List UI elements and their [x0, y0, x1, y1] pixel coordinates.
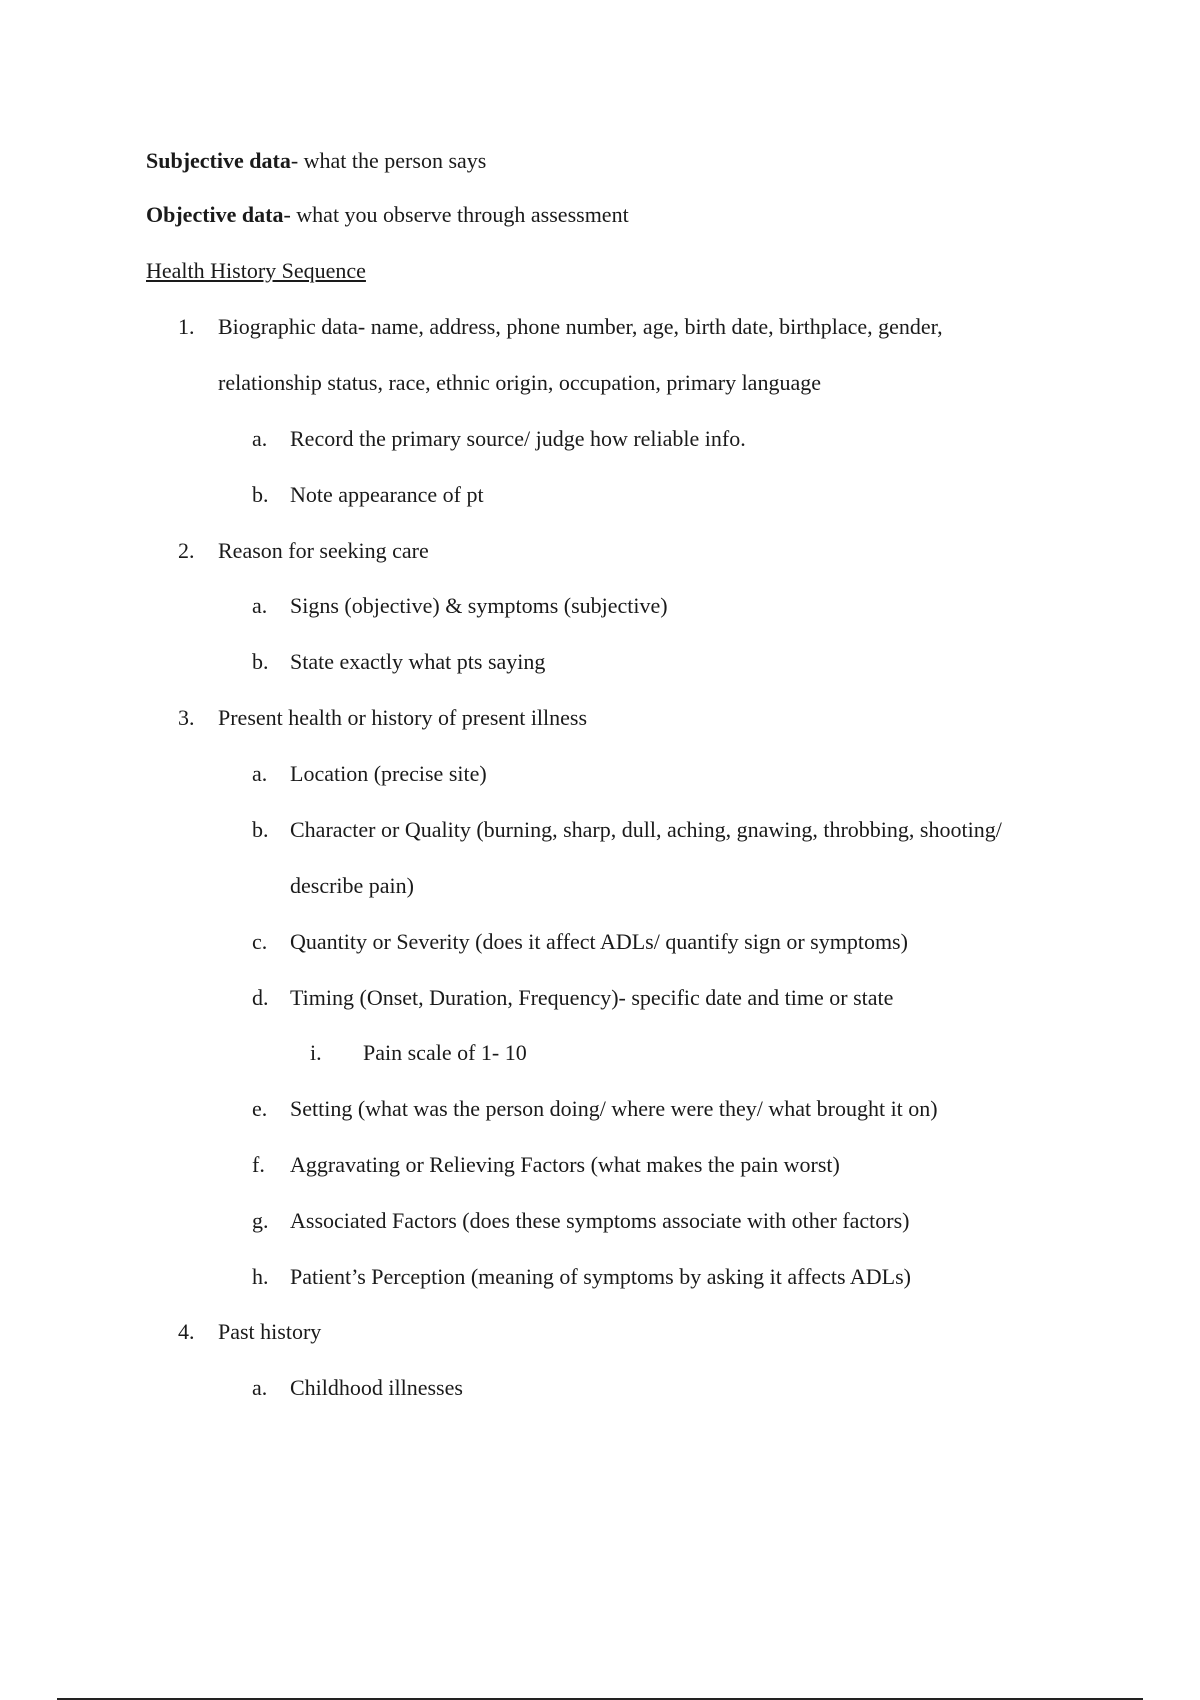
sublist-item-letter: f.	[252, 1152, 265, 1177]
sublist-item-letter: a.	[252, 426, 268, 451]
sublist-item-letter: b.	[252, 649, 269, 674]
list-item-text-continued: relationship status, race, ethnic origin, occupation, primary language	[218, 370, 821, 395]
objective-description: - what you observe through assessment	[283, 202, 629, 227]
list-item-text: Reason for seeking care	[218, 538, 429, 563]
sublist-item-text: Signs (objective) & symptoms (subjective)	[290, 593, 668, 618]
objective-definition	[146, 201, 629, 229]
sublist-item-text: State exactly what pts saying	[290, 649, 546, 674]
list-item-text: Biographic data- name, address, phone number, age, birth date, birthplace, gender,	[218, 314, 943, 339]
sublist-item-letter: e.	[252, 1096, 268, 1121]
subjective-definition	[146, 147, 486, 175]
sublist-item-letter: g.	[252, 1208, 269, 1233]
sublist-item-text: Childhood illnesses	[290, 1375, 463, 1400]
sublist-item-text: Setting (what was the person doing/ where were they/ what brought it on)	[290, 1096, 938, 1121]
sublist-item-text-continued: describe pain)	[290, 873, 414, 898]
roman-item-text: Pain scale of 1- 10	[363, 1040, 527, 1065]
list-item-text: Past history	[218, 1319, 322, 1344]
sublist-item-letter: b.	[252, 817, 269, 842]
objective-term: Objective data	[146, 202, 284, 227]
sublist-item-text: Associated Factors (does these symptoms associate with other factors)	[290, 1208, 910, 1233]
sublist-item-text: Aggravating or Relieving Factors (what makes the pain worst)	[290, 1152, 840, 1177]
sublist-item-letter: h.	[252, 1264, 269, 1289]
sublist-item-letter: d.	[252, 985, 269, 1010]
sublist-item-letter: c.	[252, 929, 268, 954]
sublist-item-letter: a.	[252, 761, 268, 786]
sublist-item-letter: b.	[252, 482, 269, 507]
sublist-item-text: Patient’s Perception (meaning of symptoms by asking it affects ADLs)	[290, 1264, 911, 1289]
section-heading: Health History Sequence	[146, 258, 366, 283]
sublist-item-letter: a.	[252, 1375, 268, 1400]
list-item-number: 2.	[178, 538, 195, 563]
list-item-text: Present health or history of present illness	[218, 705, 588, 730]
subjective-description: - what the person says	[290, 148, 487, 173]
subjective-term: Subjective data	[146, 148, 291, 173]
sublist-item-letter: a.	[252, 593, 268, 618]
list-item-number: 1.	[178, 314, 195, 339]
sublist-item-text: Location (precise site)	[290, 761, 487, 786]
sublist-item-text: Character or Quality (burning, sharp, dull, aching, gnawing, throbbing, shooting/	[290, 817, 1002, 842]
sublist-item-text: Record the primary source/ judge how reliable info.	[290, 426, 746, 451]
sublist-item-text: Quantity or Severity (does it affect ADLs/ quantify sign or symptoms)	[290, 929, 908, 954]
sublist-item-text: Timing (Onset, Duration, Frequency)- specific date and time or state	[290, 985, 894, 1010]
sublist-item-text: Note appearance of pt	[290, 482, 484, 507]
roman-item-numeral: i.	[310, 1040, 322, 1065]
list-item-number: 3.	[178, 705, 195, 730]
list-item-number: 4.	[178, 1319, 195, 1344]
